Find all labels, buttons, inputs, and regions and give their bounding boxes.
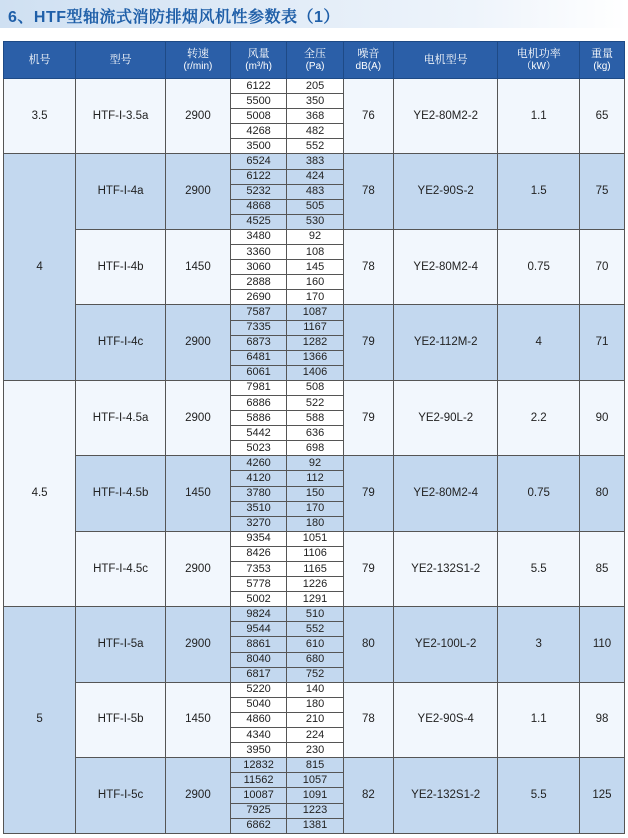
table-row — [4, 682, 625, 697]
air-volume-cell: 4860 — [230, 712, 286, 727]
pressure-cell: 680 — [287, 652, 343, 667]
model-cell: HTF-I-5a — [76, 607, 166, 682]
pressure-cell: 350 — [287, 94, 343, 109]
table-row — [4, 229, 625, 244]
header-unit: （kW） — [521, 60, 556, 72]
fan-parameter-table — [3, 41, 625, 834]
air-volume-cell: 8040 — [230, 652, 286, 667]
pressure-cell: 383 — [287, 154, 343, 169]
pressure-cell: 552 — [287, 622, 343, 637]
air-volume-cell: 2690 — [230, 290, 286, 305]
header-label: 机号 — [28, 54, 51, 66]
header-total-pressure — [287, 42, 343, 79]
air-volume-cell: 5002 — [230, 592, 286, 607]
weight-cell: 90 — [579, 380, 624, 455]
air-volume-cell: 3500 — [230, 139, 286, 154]
air-volume-cell: 4120 — [230, 471, 286, 486]
header-label: 噪音 — [357, 47, 380, 60]
speed-cell: 2900 — [166, 154, 231, 229]
table-row — [4, 531, 625, 546]
pressure-cell: 1051 — [287, 531, 343, 546]
header-air-volume — [230, 42, 286, 79]
motor-model-cell: YE2-112M-2 — [393, 305, 498, 380]
pressure-cell: 180 — [287, 516, 343, 531]
pressure-cell: 1057 — [287, 773, 343, 788]
motor-power-cell: 0.75 — [498, 456, 580, 531]
air-volume-cell: 5778 — [230, 577, 286, 592]
model-cell: HTF-I-4.5c — [76, 531, 166, 606]
weight-cell: 125 — [579, 758, 624, 833]
pressure-cell: 160 — [287, 275, 343, 290]
table-header-row — [4, 42, 625, 79]
pressure-cell: 92 — [287, 229, 343, 244]
air-volume-cell: 4268 — [230, 124, 286, 139]
pressure-cell: 1366 — [287, 350, 343, 365]
motor-power-cell: 1.1 — [498, 79, 580, 154]
air-volume-cell: 5442 — [230, 426, 286, 441]
model-cell: HTF-I-3.5a — [76, 79, 166, 154]
motor-model-cell: YE2-132S1-2 — [393, 531, 498, 606]
pressure-cell: 815 — [287, 758, 343, 773]
pressure-cell: 170 — [287, 501, 343, 516]
speed-cell: 1450 — [166, 456, 231, 531]
air-volume-cell: 6061 — [230, 365, 286, 380]
table-body — [4, 79, 625, 834]
noise-cell: 82 — [343, 758, 393, 833]
pressure-cell: 1291 — [287, 592, 343, 607]
air-volume-cell: 6524 — [230, 154, 286, 169]
header-unit: (Pa) — [305, 60, 325, 72]
header-machine-no — [4, 42, 76, 79]
model-cell: HTF-I-4.5a — [76, 380, 166, 455]
model-cell: HTF-I-4a — [76, 154, 166, 229]
noise-cell: 78 — [343, 154, 393, 229]
motor-model-cell: YE2-100L-2 — [393, 607, 498, 682]
speed-cell: 1450 — [166, 229, 231, 304]
air-volume-cell: 3780 — [230, 486, 286, 501]
machine-no-cell: 4 — [4, 154, 76, 380]
air-volume-cell: 6481 — [230, 350, 286, 365]
weight-cell: 65 — [579, 79, 624, 154]
air-volume-cell: 4340 — [230, 728, 286, 743]
air-volume-cell: 2888 — [230, 275, 286, 290]
motor-power-cell: 0.75 — [498, 229, 580, 304]
noise-cell: 78 — [343, 682, 393, 757]
header-label: 风量 — [247, 47, 270, 60]
motor-model-cell: YE2-90S-2 — [393, 154, 498, 229]
air-volume-cell: 6873 — [230, 335, 286, 350]
pressure-cell: 1167 — [287, 320, 343, 335]
air-volume-cell: 7587 — [230, 305, 286, 320]
noise-cell: 79 — [343, 531, 393, 606]
pressure-cell: 636 — [287, 426, 343, 441]
header-unit: (m³/h) — [245, 60, 272, 72]
air-volume-cell: 5040 — [230, 697, 286, 712]
header-unit: (r/min) — [183, 60, 213, 72]
speed-cell: 1450 — [166, 682, 231, 757]
pressure-cell: 510 — [287, 607, 343, 622]
pressure-cell: 145 — [287, 260, 343, 275]
motor-model-cell: YE2-80M2-4 — [393, 456, 498, 531]
pressure-cell: 530 — [287, 214, 343, 229]
pressure-cell: 610 — [287, 637, 343, 652]
pressure-cell: 108 — [287, 245, 343, 260]
pressure-cell: 205 — [287, 79, 343, 94]
model-cell: HTF-I-4b — [76, 229, 166, 304]
air-volume-cell: 9824 — [230, 607, 286, 622]
machine-no-cell: 4.5 — [4, 380, 76, 606]
model-cell: HTF-I-5b — [76, 682, 166, 757]
pressure-cell: 368 — [287, 109, 343, 124]
header-label: 型号 — [109, 54, 132, 66]
header-label: 电机功率 — [516, 47, 561, 60]
pressure-cell: 508 — [287, 380, 343, 395]
header-weight — [579, 42, 624, 79]
air-volume-cell: 9544 — [230, 622, 286, 637]
weight-cell: 110 — [579, 607, 624, 682]
air-volume-cell: 3480 — [230, 229, 286, 244]
air-volume-cell: 6817 — [230, 667, 286, 682]
table-row — [4, 380, 625, 395]
motor-power-cell: 3 — [498, 607, 580, 682]
header-model — [76, 42, 166, 79]
air-volume-cell: 6122 — [230, 79, 286, 94]
air-volume-cell: 4868 — [230, 199, 286, 214]
machine-no-cell: 3.5 — [4, 79, 76, 154]
motor-power-cell: 4 — [498, 305, 580, 380]
air-volume-cell: 6886 — [230, 395, 286, 410]
air-volume-cell: 5220 — [230, 682, 286, 697]
machine-no-cell: 5 — [4, 607, 76, 833]
header-unit: dB(A) — [355, 60, 382, 72]
table-row — [4, 79, 625, 94]
air-volume-cell: 6862 — [230, 818, 286, 833]
header-speed — [166, 42, 231, 79]
motor-model-cell: YE2-90S-4 — [393, 682, 498, 757]
pressure-cell: 1087 — [287, 305, 343, 320]
noise-cell: 79 — [343, 456, 393, 531]
pressure-cell: 698 — [287, 441, 343, 456]
header-motor-power — [498, 42, 580, 79]
motor-power-cell: 5.5 — [498, 758, 580, 833]
weight-cell: 85 — [579, 531, 624, 606]
air-volume-cell: 5500 — [230, 94, 286, 109]
pressure-cell: 505 — [287, 199, 343, 214]
weight-cell: 75 — [579, 154, 624, 229]
air-volume-cell: 3950 — [230, 743, 286, 758]
pressure-cell: 92 — [287, 456, 343, 471]
air-volume-cell: 5232 — [230, 184, 286, 199]
speed-cell: 2900 — [166, 758, 231, 833]
motor-power-cell: 1.5 — [498, 154, 580, 229]
pressure-cell: 224 — [287, 728, 343, 743]
model-cell: HTF-I-4.5b — [76, 456, 166, 531]
motor-power-cell: 5.5 — [498, 531, 580, 606]
air-volume-cell: 9354 — [230, 531, 286, 546]
pressure-cell: 170 — [287, 290, 343, 305]
pressure-cell: 1381 — [287, 818, 343, 833]
air-volume-cell: 3060 — [230, 260, 286, 275]
header-label: 全压 — [304, 47, 327, 60]
model-cell: HTF-I-5c — [76, 758, 166, 833]
table-row — [4, 758, 625, 773]
header-label: 重量 — [590, 47, 613, 60]
air-volume-cell: 3510 — [230, 501, 286, 516]
air-volume-cell: 7335 — [230, 320, 286, 335]
air-volume-cell: 6122 — [230, 169, 286, 184]
air-volume-cell: 5023 — [230, 441, 286, 456]
weight-cell: 70 — [579, 229, 624, 304]
pressure-cell: 1406 — [287, 365, 343, 380]
motor-power-cell: 1.1 — [498, 682, 580, 757]
motor-model-cell: YE2-90L-2 — [393, 380, 498, 455]
page-title: 6、HTF型轴流式消防排烟风机性参数表（1） — [8, 9, 340, 26]
pressure-cell: 424 — [287, 169, 343, 184]
pressure-cell: 483 — [287, 184, 343, 199]
pressure-cell: 140 — [287, 682, 343, 697]
air-volume-cell: 8861 — [230, 637, 286, 652]
speed-cell: 2900 — [166, 607, 231, 682]
pressure-cell: 522 — [287, 395, 343, 410]
air-volume-cell: 7925 — [230, 803, 286, 818]
speed-cell: 2900 — [166, 79, 231, 154]
air-volume-cell: 7353 — [230, 562, 286, 577]
weight-cell: 98 — [579, 682, 624, 757]
pressure-cell: 552 — [287, 139, 343, 154]
header-noise — [343, 42, 393, 79]
noise-cell: 76 — [343, 79, 393, 154]
header-unit: (kg) — [593, 60, 611, 72]
air-volume-cell: 12832 — [230, 758, 286, 773]
header-label: 转速 — [186, 47, 209, 60]
air-volume-cell: 11562 — [230, 773, 286, 788]
pressure-cell: 482 — [287, 124, 343, 139]
air-volume-cell: 5008 — [230, 109, 286, 124]
pressure-cell: 588 — [287, 411, 343, 426]
air-volume-cell: 3270 — [230, 516, 286, 531]
speed-cell: 2900 — [166, 380, 231, 455]
noise-cell: 78 — [343, 229, 393, 304]
model-cell: HTF-I-4c — [76, 305, 166, 380]
table-row — [4, 456, 625, 471]
pressure-cell: 150 — [287, 486, 343, 501]
motor-model-cell: YE2-132S1-2 — [393, 758, 498, 833]
motor-model-cell: YE2-80M2-2 — [393, 79, 498, 154]
pressure-cell: 1282 — [287, 335, 343, 350]
air-volume-cell: 10087 — [230, 788, 286, 803]
noise-cell: 80 — [343, 607, 393, 682]
pressure-cell: 230 — [287, 743, 343, 758]
air-volume-cell: 8426 — [230, 546, 286, 561]
weight-cell: 80 — [579, 456, 624, 531]
weight-cell: 71 — [579, 305, 624, 380]
header-motor-model — [393, 42, 498, 79]
air-volume-cell: 4260 — [230, 456, 286, 471]
table-row — [4, 154, 625, 169]
noise-cell: 79 — [343, 305, 393, 380]
pressure-cell: 1106 — [287, 546, 343, 561]
air-volume-cell: 7981 — [230, 380, 286, 395]
pressure-cell: 1091 — [287, 788, 343, 803]
air-volume-cell: 3360 — [230, 245, 286, 260]
speed-cell: 2900 — [166, 531, 231, 606]
noise-cell: 79 — [343, 380, 393, 455]
motor-model-cell: YE2-80M2-4 — [393, 229, 498, 304]
pressure-cell: 1165 — [287, 562, 343, 577]
speed-cell: 2900 — [166, 305, 231, 380]
air-volume-cell: 5886 — [230, 411, 286, 426]
pressure-cell: 180 — [287, 697, 343, 712]
pressure-cell: 112 — [287, 471, 343, 486]
header-label: 电机型号 — [423, 54, 468, 66]
table-row — [4, 305, 625, 320]
motor-power-cell: 2.2 — [498, 380, 580, 455]
air-volume-cell: 4525 — [230, 214, 286, 229]
pressure-cell: 1226 — [287, 577, 343, 592]
pressure-cell: 752 — [287, 667, 343, 682]
pressure-cell: 1223 — [287, 803, 343, 818]
table-row — [4, 607, 625, 622]
pressure-cell: 210 — [287, 712, 343, 727]
